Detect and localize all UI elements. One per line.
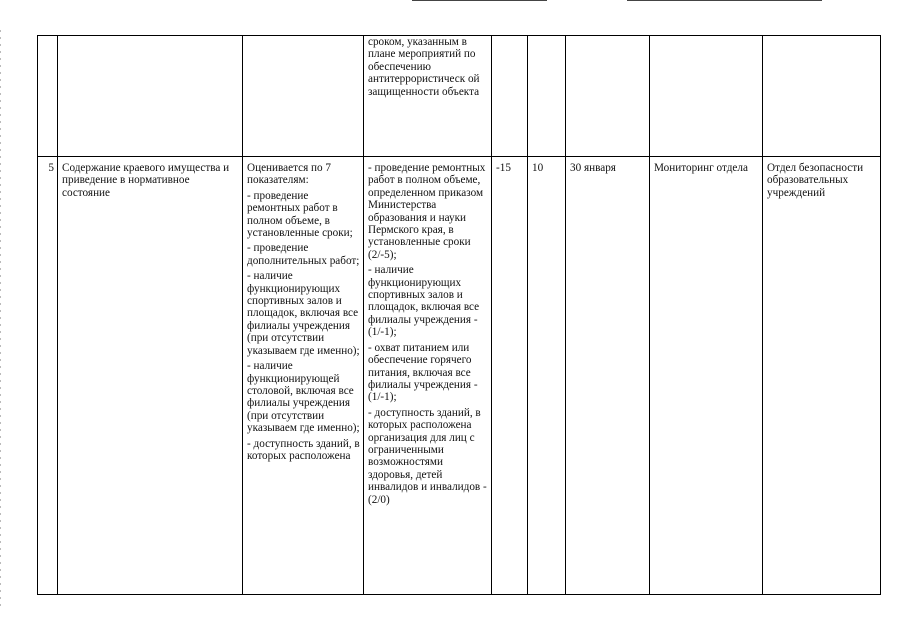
indicator-text: Содержание краевого имущества и приведение в нормативное состояние <box>58 157 243 595</box>
row-number: 5 <box>38 157 58 595</box>
data-source: Мониторинг отдела <box>650 157 763 595</box>
cell-evaluation <box>243 36 364 157</box>
criteria-item: - проведение ремонтных работ в полном объеме, определенном приказом Министерства образования и науки Пермского края, в установленные сроки (2/-5); <box>368 162 486 261</box>
cell-indicator <box>58 36 243 157</box>
table-row-continued <box>38 36 881 157</box>
cell-min-score <box>492 36 528 157</box>
cell-source <box>650 36 763 157</box>
evaluation-item: - доступность зданий, в которых расположена <box>247 437 360 462</box>
evaluation-item: - проведение ремонтных работ в полном объеме, в установленные сроки; <box>247 189 353 240</box>
cell-number <box>38 36 58 157</box>
table-row <box>38 157 881 595</box>
max-score: 10 <box>528 157 566 595</box>
min-score: -15 <box>492 157 528 595</box>
evaluation-item: - проведение дополнительных работ; <box>247 242 360 267</box>
top-rule-right <box>627 0 822 1</box>
criteria-item: - наличие функционирующих спортивных залов и площадок, включая все филиалы учреждения - (1/-1); <box>368 264 480 339</box>
criteria-item: - доступность зданий, в которых расположена организация для лиц с ограниченными возможностями здоровья, детей инвалидов и инвалидов - (2/0) <box>368 406 487 506</box>
evaluation-item: Оценивается по 7 показателям: <box>247 162 331 187</box>
evaluation-item: - наличие функционирующей столовой, включая все филиалы учреждения (при отсутствии указываем где именно); <box>247 360 360 435</box>
top-rule-left <box>412 0 547 1</box>
deadline: 30 января <box>566 157 650 595</box>
responsible-unit: Отдел безопасности образовательных учреждений <box>763 157 881 595</box>
cell-max-score <box>528 36 566 157</box>
criteria-table <box>37 35 881 595</box>
evaluation-item: - наличие функционирующих спортивных залов и площадок, включая все филиалы учреждения (при отсутствии указываем где именно); <box>247 270 360 357</box>
criteria-item: - охват питанием или обеспечение горячего питания, включая все филиалы учреждения - (1/-1); <box>368 341 478 404</box>
scan-edge <box>0 30 1 610</box>
evaluation-cell <box>243 157 364 595</box>
cell-responsible <box>763 36 881 157</box>
cell-deadline <box>566 36 650 157</box>
criteria-tail-text: сроком, указанным в плане мероприятий по обеспечению антитеррористическ ой защищенности объекта <box>368 36 480 98</box>
cell-criteria <box>364 36 492 157</box>
criteria-cell <box>364 157 492 595</box>
